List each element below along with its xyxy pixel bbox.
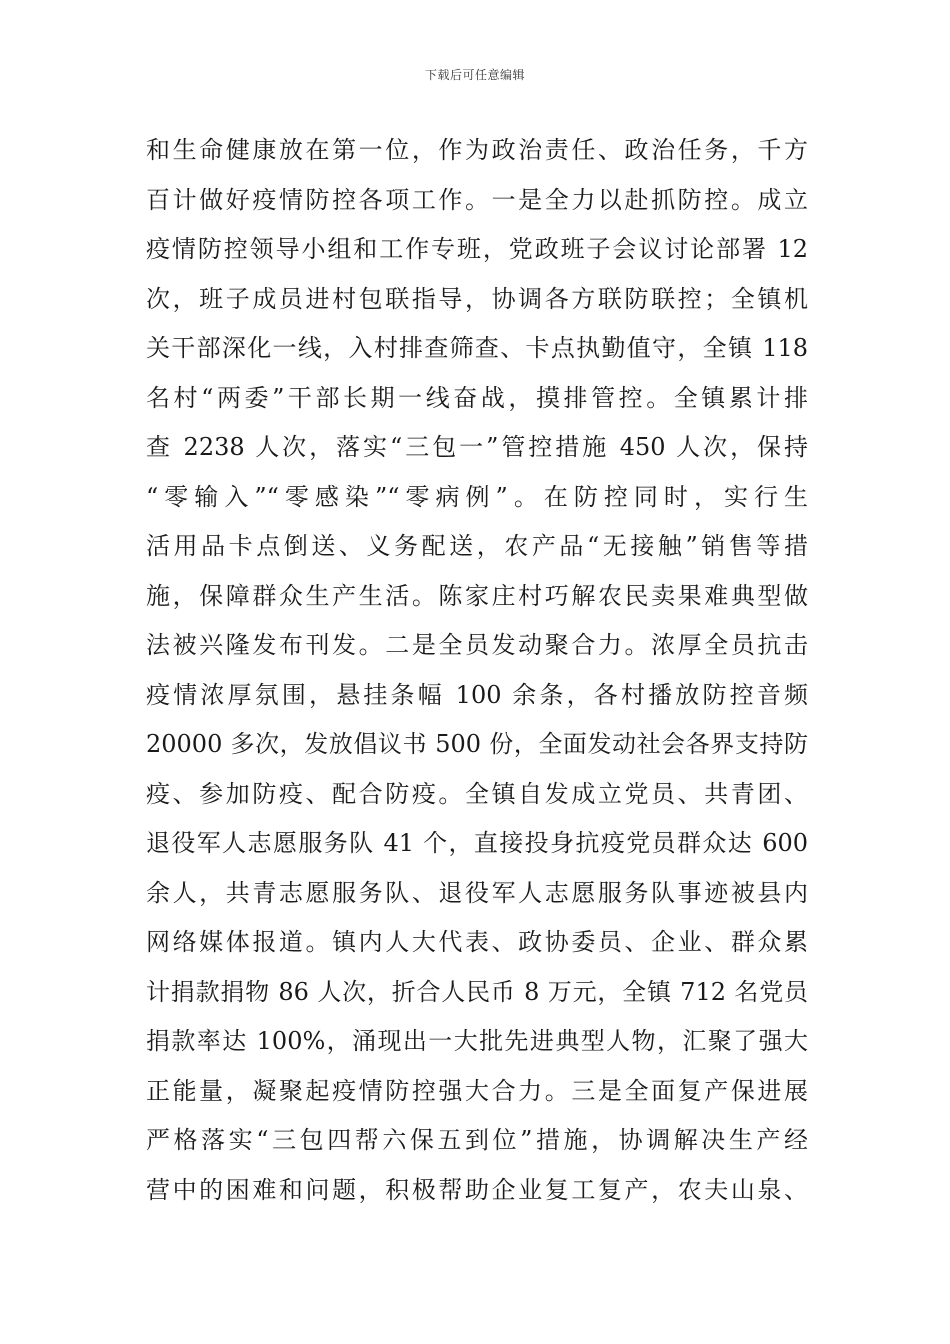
text-line-12: 疫情浓厚氛围，悬挂条幅 100 余条，各村播放防控音频 <box>146 680 808 709</box>
text-line-13: 20000 多次，发放倡议书 500 份，全面发动社会各界支持防 <box>146 730 808 758</box>
text-line-18: 计捐款捐物 86 人次，折合人民币 8 万元，全镇 712 名党员 <box>146 977 808 1006</box>
text-line-1: 和生命健康放在第一位，作为政治责任、政治任务，千方 <box>146 136 808 164</box>
text-line-19: 捐款率达 100%，涌现出一大批先进典型人物，汇聚了强大 <box>146 1027 808 1055</box>
text-line-3: 疫情防控领导小组和工作专班，党政班子会议讨论部署 12 <box>146 235 808 263</box>
text-line-20: 正能量，凝聚起疫情防控强大合力。三是全面复产保进展 <box>146 1076 808 1105</box>
header-note: 下载后可任意编辑 <box>424 68 525 82</box>
text-line-5: 关干部深化一线，入村排查筛查、卡点执勤值守，全镇 118 <box>146 334 808 362</box>
text-line-7: 查 2238 人次，落实“三包一”管控措施 450 人次，保持 <box>146 433 808 461</box>
text-line-10: 施，保障群众生产生活。陈家庄村巧解农民卖果难典型做 <box>146 581 808 610</box>
text-line-4: 次，班子成员进村包联指导，协调各方联防联控；全镇机 <box>146 284 808 313</box>
text-line-6: 名村“两委”干部长期一线奋战，摸排管控。全镇累计排 <box>146 383 808 412</box>
text-line-8: “零输入”“零感染”“零病例”。在防控同时，实行生 <box>146 482 808 511</box>
body-text <box>146 126 808 1215</box>
text-line-17: 网络媒体报道。镇内人大代表、政协委员、企业、群众累 <box>146 928 808 956</box>
text-line-21: 严格落实“三包四帮六保五到位”措施，协调解决生产经 <box>146 1126 808 1154</box>
text-line-15: 退役军人志愿服务队 41 个，直接投身抗疫党员群众达 600 <box>146 829 808 857</box>
text-line-11: 法被兴隆发布刊发。二是全员发动聚合力。浓厚全员抗击 <box>146 631 808 659</box>
text-line-16: 余人，共青志愿服务队、退役军人志愿服务队事迹被县内 <box>146 878 808 907</box>
text-line-9: 活用品卡点倒送、义务配送，农产品“无接触”销售等措 <box>146 532 808 560</box>
text-line-22: 营中的困难和问题，积极帮助企业复工复产，农夫山泉、 <box>146 1175 808 1204</box>
text-line-2: 百计做好疫情防控各项工作。一是全力以赴抓防控。成立 <box>146 185 808 214</box>
text-line-14: 疫、参加防疫、配合防疫。全镇自发成立党员、共青团、 <box>146 779 808 808</box>
